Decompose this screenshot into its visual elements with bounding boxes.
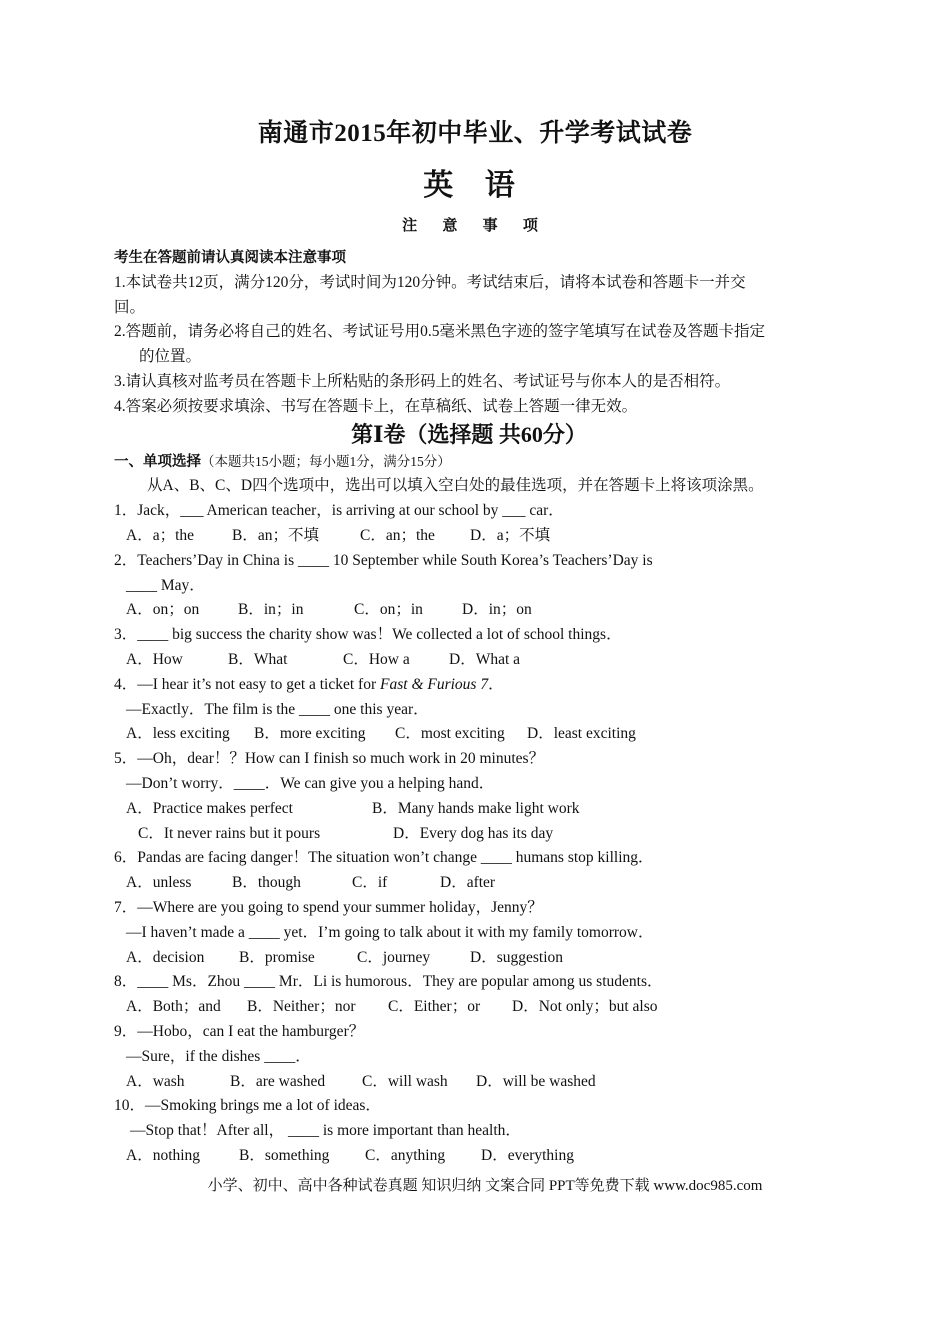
- q1-options: [114, 524, 844, 549]
- q2-stem: 2．Teachers’Day in China is ____ 10 September while South Korea’s Teachers’Day is: [114, 551, 653, 569]
- exam-body: [114, 246, 844, 1169]
- q3-stem: 3．____ big success the charity show was！We collected a lot of school things．: [114, 626, 622, 644]
- q8-option-d: D．Not only；but also: [512, 998, 658, 1016]
- q10-stem: 10．—Smoking brings me a lot of ideas．: [114, 1097, 381, 1115]
- q10-option-c: C．anything: [365, 1146, 446, 1164]
- q2-option-a: A．on；on: [126, 601, 200, 619]
- q9-options: [114, 1070, 844, 1095]
- q6-options: [114, 871, 844, 896]
- q10-reply: —Stop that！After all， ____ is more important than health．: [130, 1122, 521, 1140]
- section-heading: [114, 450, 844, 475]
- notice-item-1-cont: 回。: [114, 298, 146, 316]
- q5-option-d: D．Every dog has its day: [393, 824, 554, 842]
- notice-heading: 注 意 事 项: [402, 216, 548, 234]
- q5-stem: 5．—Oh，dear！？How can I finish so much work in 20 minutes？: [114, 750, 545, 768]
- q4-option-c: C．most exciting: [395, 725, 505, 743]
- q5-option-a: A．Practice makes perfect: [126, 799, 293, 817]
- q9-option-b: B．are washed: [230, 1072, 326, 1090]
- q6-option-d: D．after: [440, 874, 496, 892]
- q8-option-a: A．Both；and: [126, 998, 221, 1016]
- q9-option-d: D．will be washed: [476, 1072, 596, 1090]
- q6-option-a: A．unless: [126, 874, 192, 892]
- q6-option-c: C．if: [352, 874, 388, 892]
- notice-item-4: 4.答案必须按要求填涂、书写在答题卡上，在草稿纸、试卷上答题一律无效。: [114, 397, 638, 415]
- q8-stem: 8．____ Ms．Zhou ____ Mr．Li is humorous．They are popular among us students．: [114, 973, 663, 991]
- footer-text: 小学、初中、高中各种试卷真题 知识归纳 文案合同 PPT等免费下载 www.doc985.com: [207, 1178, 763, 1194]
- q1-option-c: C．an；the: [360, 526, 435, 544]
- q1-stem: 1．Jack，___ American teacher，is arriving at our school by ___ car．: [114, 502, 564, 520]
- q7-option-b: B．promise: [239, 948, 315, 966]
- exam-title: 南通市2015年初中毕业、升学考试试卷: [257, 120, 693, 147]
- q3-option-b: B．What: [228, 650, 288, 668]
- q4-stem: [114, 673, 844, 698]
- q10-option-a: A．nothing: [126, 1146, 201, 1164]
- q5-options-row1: [114, 797, 844, 822]
- q7-option-c: C．journey: [357, 948, 431, 966]
- q5-option-c: C．It never rains but it pours: [138, 824, 321, 842]
- q8-options: [114, 995, 844, 1020]
- q7-option-d: D．suggestion: [470, 948, 564, 966]
- q7-stem: 7．—Where are you going to spend your summer holiday，Jenny？: [114, 898, 543, 916]
- notice-lead: 考生在答题前请认真阅读本注意事项: [114, 250, 346, 266]
- notice-item-2-cont: 的位置。: [139, 348, 202, 366]
- q4-options: [114, 722, 844, 747]
- q4-option-d: D．least exciting: [527, 725, 636, 743]
- section-note: （本题共15小题；每小题1分，满分15分）: [201, 453, 451, 469]
- q6-stem: 6．Pandas are facing danger！The situation won’t change ____ humans stop killing．: [114, 849, 654, 867]
- notice-item-1: 1.本试卷共12页，满分120分，考试时间为120分钟。考试结束后，请将本试卷和答题卡一并交: [114, 273, 746, 291]
- q4-stem-pre: 4．—I hear it’s not easy to get a ticket for: [114, 675, 381, 693]
- q5-reply: —Don’t worry．____．We can give you a helping hand．: [126, 774, 495, 792]
- q10-option-b: B．something: [239, 1146, 330, 1164]
- q9-option-c: C．will wash: [362, 1072, 448, 1090]
- q6-option-b: B．though: [232, 874, 301, 892]
- q2-option-c: C．on；in: [354, 601, 423, 619]
- q7-options: [114, 946, 844, 971]
- q10-option-d: D．everything: [481, 1146, 574, 1164]
- notice-item-2: 2.答题前，请务必将自己的姓名、考试证号用0.5毫米黑色字迹的签字笔填写在试卷及答题卡指定: [114, 323, 766, 341]
- q1-option-d: D．a；不填: [470, 526, 551, 544]
- notice-item-3: 3.请认真核对监考员在答题卡上所粘贴的条形码上的姓名、考试证号与你本人的是否相符。: [114, 372, 731, 390]
- q2-option-b: B．in；in: [238, 601, 304, 619]
- q4-reply: —Exactly．The film is the ____ one this year．: [126, 700, 429, 718]
- q9-reply: —Sure，if the dishes ____．: [126, 1047, 311, 1065]
- q9-option-a: A．wash: [126, 1072, 185, 1090]
- q5-options-row2: [114, 822, 844, 847]
- q8-option-b: B．Neither；nor: [247, 998, 356, 1016]
- q4-option-b: B．more exciting: [254, 725, 366, 743]
- q10-options: [114, 1144, 844, 1169]
- q4-film-title: Fast & Furious 7: [380, 675, 489, 693]
- q4-option-a: A．less exciting: [126, 725, 230, 743]
- part1-title: 第Ⅰ卷（选择题 共60分）: [351, 421, 587, 447]
- q3-option-a: A．How: [126, 650, 183, 668]
- q5-option-b: B．Many hands make light work: [372, 799, 580, 817]
- q3-options: [114, 648, 844, 673]
- q4-stem-post: ．: [488, 675, 504, 693]
- q3-option-d: D．What a: [449, 650, 521, 668]
- subject-title: 英 语: [423, 169, 527, 202]
- q7-option-a: A．decision: [126, 948, 205, 966]
- q1-option-b: B．an；不填: [232, 526, 319, 544]
- section-instruction: 从A、B、C、D四个选项中，选出可以填入空白处的最佳选项，并在答题卡上将该项涂黑。: [147, 477, 764, 495]
- section-title: 一、单项选择: [114, 453, 201, 470]
- q9-stem: 9．—Hobo，can I eat the hamburger？: [114, 1022, 365, 1040]
- q2-options: [114, 598, 844, 623]
- q7-reply: —I haven’t made a ____ yet．I’m going to talk about it with my family tomorrow．: [126, 923, 654, 941]
- q2-option-d: D．in；on: [462, 601, 532, 619]
- q3-option-c: C．How a: [343, 650, 410, 668]
- q8-option-c: C．Either；or: [388, 998, 481, 1016]
- q2-stem-cont: ____ May．: [126, 576, 205, 594]
- q1-option-a: A．a；the: [126, 526, 195, 544]
